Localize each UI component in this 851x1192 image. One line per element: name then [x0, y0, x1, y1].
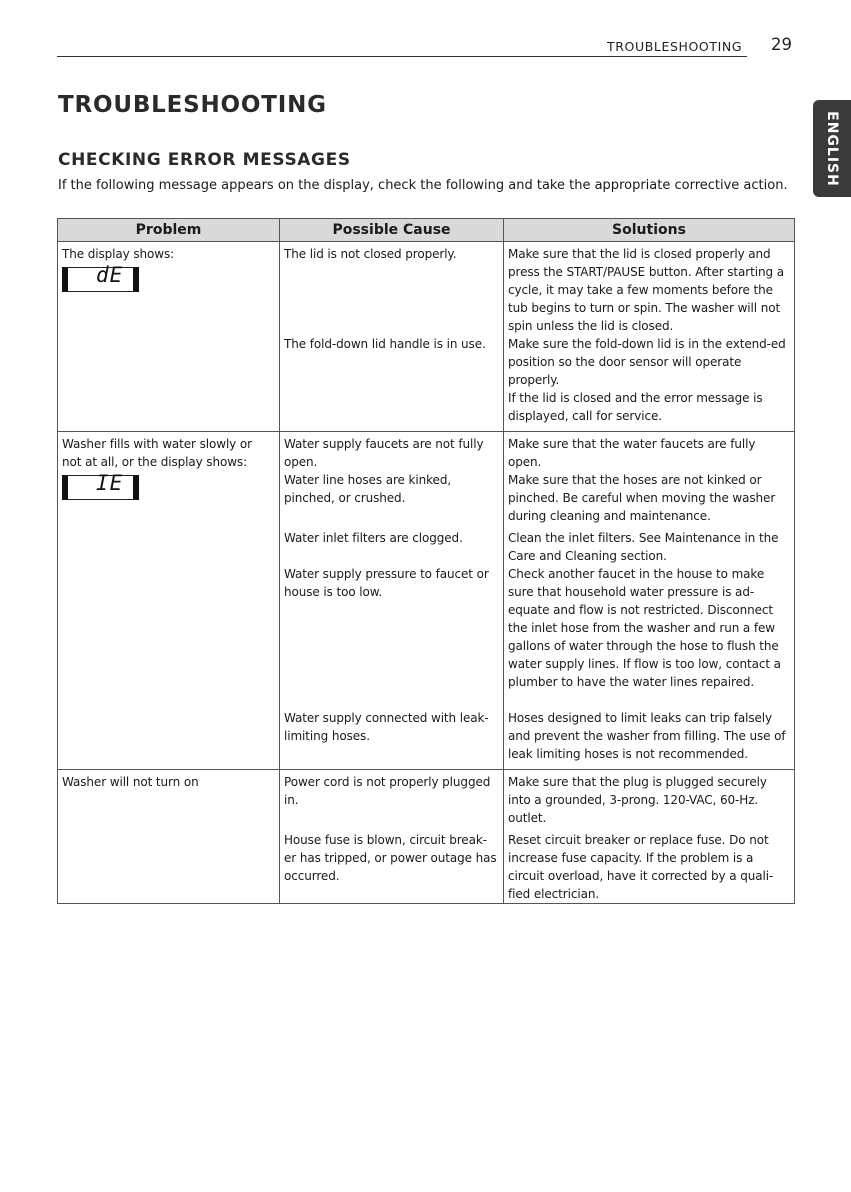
problem-text: The display shows: [62, 247, 175, 261]
solution-text: Make sure that the lid is closed properly and press the START/PAUSE button. After starting a cycle, it may take a few moments before the tub begins to turn or spin. The washer will not spin unless the lid is closed. [508, 247, 784, 333]
cause-text: Water line hoses are kinked, pinched, or crushed. [284, 473, 452, 505]
problem-cell [58, 770, 280, 904]
solution-text: Reset circuit breaker or replace fuse. Do not increase fuse capacity. If the problem is a circuit overload, have it corrected by a quali-fied electrician. [508, 833, 774, 901]
table-row [58, 770, 795, 904]
cause-text: Water supply pressure to faucet or house is too low. [284, 567, 489, 599]
solution-cell [504, 432, 795, 770]
page-number: 29 [771, 35, 792, 54]
solution-text: Make sure that the plug is plugged securely into a grounded, 3-prong. 120-VAC, 60-Hz. outlet. [508, 775, 767, 825]
cause-text: The fold-down lid handle is in use. [284, 337, 486, 351]
cause-text: Water inlet filters are clogged. [284, 531, 463, 545]
problem-cell [58, 242, 280, 432]
solution-text: Make sure that the hoses are not kinked or pinched. Be careful when moving the washer during cleaning and maintenance. [508, 473, 776, 523]
header-possible-cause: Possible Cause [280, 219, 504, 242]
cause-cell [280, 770, 504, 904]
cause-text: House fuse is blown, circuit break-er has tripped, or power outage has occurred. [284, 833, 497, 883]
intro-paragraph: If the following message appears on the display, check the following and take the appropriate corrective action. [58, 178, 788, 193]
display-readout [62, 263, 139, 292]
problem-text: Washer fills with water slowly or not at all, or the display shows: [62, 437, 252, 469]
cause-text: Water supply connected with leak-limiting hoses. [284, 711, 489, 743]
page-title: TROUBLESHOOTING [58, 92, 327, 118]
table-row [58, 432, 795, 770]
solution-text: Clean the inlet filters. See Maintenance in the Care and Cleaning section. [508, 531, 779, 563]
problem-text: Washer will not turn on [62, 775, 199, 789]
language-tab [813, 100, 851, 197]
solution-cell [504, 242, 795, 432]
solution-text: Check another faucet in the house to make sure that household water pressure is ad-equate and flow is not restricted. Disconnect the inlet hose from the washer and run a few gallons of water through the hose to flush the water supply lines. If flow is too low, contact a plumber to have the water lines repaired. [508, 567, 781, 689]
solution-text: Make sure that the water faucets are fully open. [508, 437, 756, 469]
solution-cell [504, 770, 795, 904]
display-readout [62, 471, 139, 500]
header-section-label: TROUBLESHOOTING [607, 39, 743, 54]
cause-cell [280, 242, 504, 432]
language-tab-label: ENGLISH [824, 110, 840, 187]
header-divider [57, 56, 747, 57]
table-header-row [58, 219, 795, 242]
solution-text: Hoses designed to limit leaks can trip falsely and prevent the washer from filling. The use of leak limiting hoses is not recommended. [508, 711, 786, 761]
troubleshooting-table [57, 218, 795, 904]
cause-text: Water supply faucets are not fully open. [284, 437, 484, 469]
display-code: dE [96, 263, 124, 287]
solution-text: Make sure the fold-down lid is in the extend-ed position so the door sensor will operate properly. [508, 337, 786, 387]
solution-text: If the lid is closed and the error message is displayed, call for service. [508, 391, 763, 423]
section-subtitle: CHECKING ERROR MESSAGES [58, 150, 351, 170]
cause-text: Power cord is not properly plugged in. [284, 775, 491, 807]
header-solutions: Solutions [504, 219, 795, 242]
table-row [58, 242, 795, 432]
cause-cell [280, 432, 504, 770]
problem-cell [58, 432, 280, 770]
display-code: IE [96, 471, 124, 495]
cause-text: The lid is not closed properly. [284, 247, 457, 261]
header-problem: Problem [58, 219, 280, 242]
